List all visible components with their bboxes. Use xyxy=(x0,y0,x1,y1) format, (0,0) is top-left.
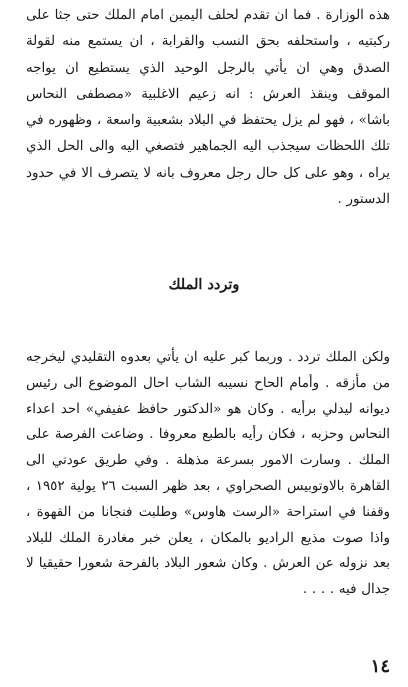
paragraph-1: هذه الوزارة . فما ان تقدم لحلف اليمين امام الملك حتى جثا على ركبتيه ، واستحلفه بحق النسب والقرابة ، ان يستمع منه لقولة الصدق وهي ان يأتي بالرجل الوحيد الذي يستطيع ان يواجه الموقف وينقذ العرش : انه زعيم الاغلبية «مصطفى النحاس باشا» ، فهو لم يزل يحتفظ في البلاد بشعبية واسعة ، وظهوره في تلك اللحظات سيجذب اليه الجماهير فتصغي اليه والى الحل الذي يراه ، وهو على كل حال رجل معروف بانه لا يتصرف الا في حدود الدستور . xyxy=(26,8,390,208)
page-number: ١٤ xyxy=(370,656,390,677)
section-heading: وتردد الملك xyxy=(168,276,240,293)
paragraph-2: ولكن الملك تردد . وربما كبر عليه ان يأتي بعدوه التقليدي ليخرجه من مأزقه . وأمام الحاح نسيبه الشاب احال الموضوع الى رئيس ديوانه ليدلي برأيه . وكان هو «الدكتور حافظ عفيفي» احد اعداء النحاس وحزبه ، فكان رأيه بالطبع معروفا . وضاعت الفرصة على الملك . وسارت الامور بسرعة مذهلة . وفي طريق عودتي الى القاهرة بالاوتوبيس الصحراوي ، بعد ظهر السبت ٢٦ يولية ١٩٥٢ ، وقفنا في استراحة «الرست هاوس» وطلبت فنجانا من القهوة ، واذا صوت مذيع الراديو بالمكان ، يعلن خبر مغادرة الملك للبلاد بعد نزوله عن العرش . وكان شعور البلاد بالفرحة شعورا حقيقيا لا جدال فيه . . . . xyxy=(26,350,390,598)
